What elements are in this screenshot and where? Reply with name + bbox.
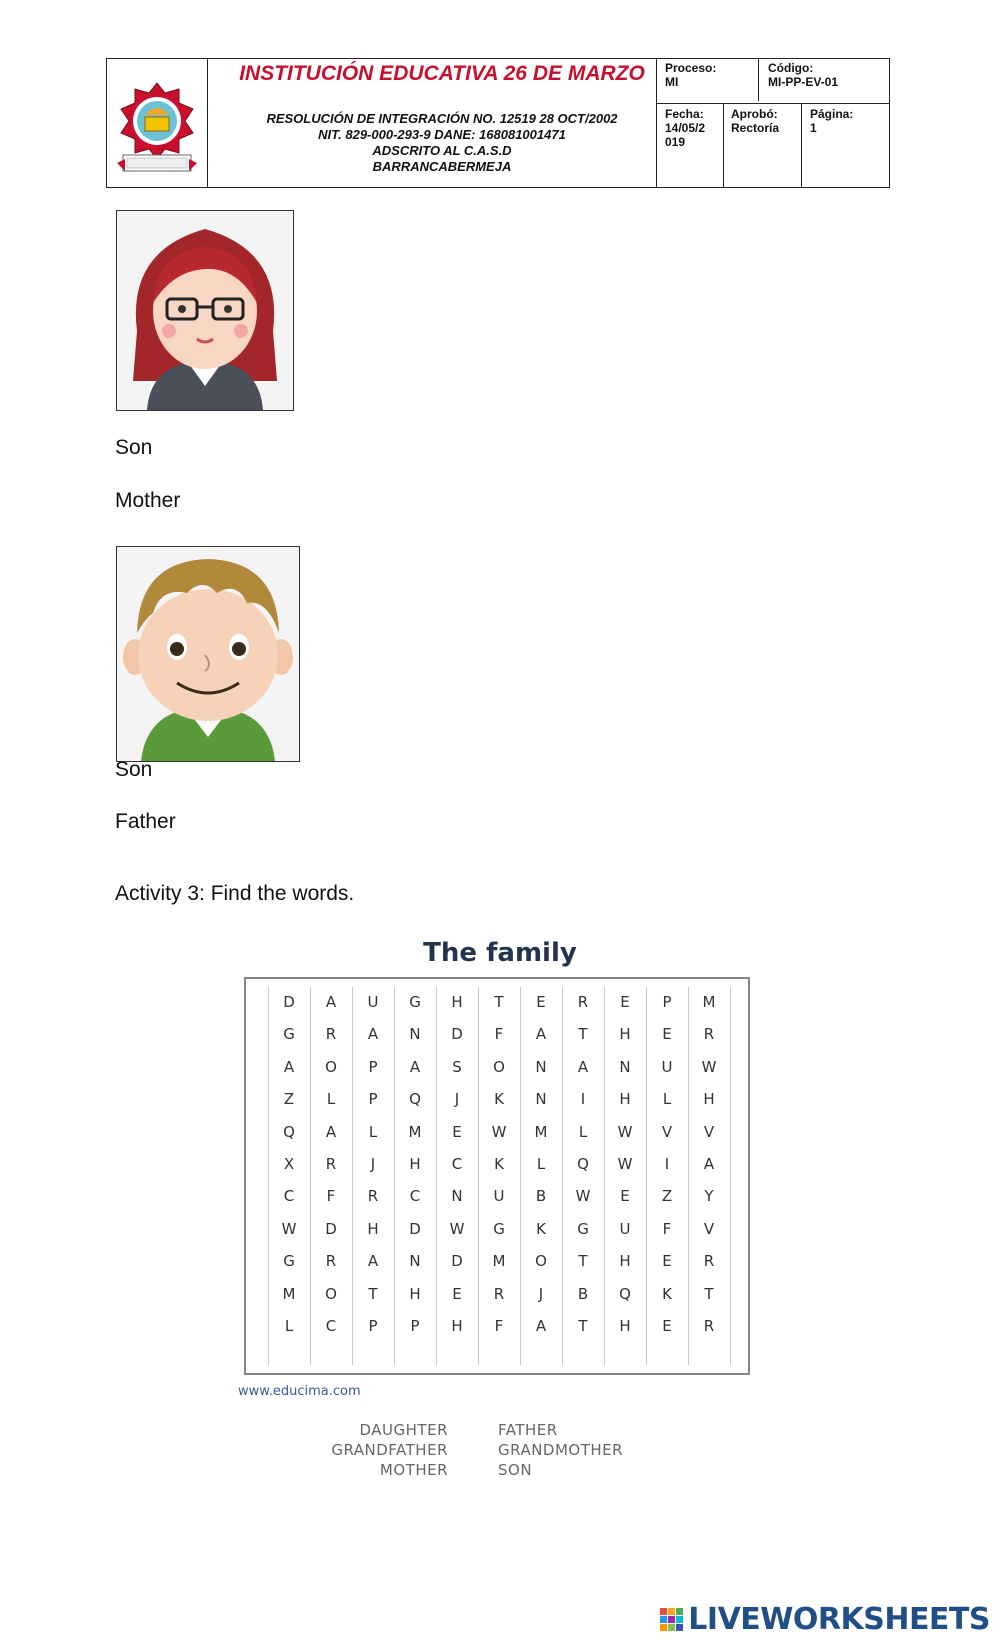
wordsearch-letter[interactable]: N [535,1090,547,1109]
wordsearch-letter[interactable]: D [325,1219,337,1238]
fecha-value-1: 14/05/2 [665,121,706,135]
wordsearch-letter[interactable]: A [325,1122,337,1141]
wordsearch-letter[interactable]: T [578,1025,588,1044]
wordsearch-letter[interactable]: O [325,1284,337,1303]
wordsearch-letter[interactable]: Y [704,1187,714,1206]
pagina-value: 1 [810,121,817,135]
wordsearch-letter[interactable]: W [281,1219,297,1238]
wordsearch-letter[interactable]: G [283,1025,295,1044]
wordsearch-letter[interactable]: W [491,1122,507,1141]
wordsearch-letter[interactable]: G [493,1219,505,1238]
wordsearch-letter[interactable]: K [494,1155,504,1173]
wordsearch-column-line [604,987,605,1365]
wordsearch-letter[interactable]: I [664,1155,670,1173]
wordsearch-title: The family [423,938,577,968]
wordsearch-letter[interactable]: T [578,1252,588,1271]
wordsearch-letter[interactable]: Q [283,1122,295,1141]
wordsearch-letter[interactable]: H [409,1155,421,1173]
wordsearch-letter[interactable]: S [452,1057,462,1076]
wordsearch-letter[interactable]: V [661,1122,673,1141]
wordsearch-letter[interactable]: F [494,1025,504,1044]
wordsearch-letter[interactable]: L [368,1122,378,1141]
wordsearch-letter[interactable]: G [283,1252,295,1271]
activity-heading: Activity 3: Find the words. [115,882,355,905]
wordsearch-letter[interactable]: H [703,1090,715,1109]
school-logo [115,79,199,179]
wordsearch-letter[interactable]: L [326,1090,336,1109]
wordsearch-column-line [436,987,437,1365]
wordsearch-letter[interactable]: Q [409,1090,421,1109]
wordsearch-letter[interactable]: R [493,1284,505,1303]
wordsearch-letter[interactable]: J [370,1155,376,1173]
wordsearch-letter[interactable]: P [662,993,672,1011]
wordsearch-letter[interactable]: U [661,1057,673,1076]
wordsearch-column-line [688,987,689,1365]
word-father: FATHER [498,1421,558,1439]
wordsearch-letter[interactable]: R [577,993,589,1011]
wordsearch-letter[interactable]: R [325,1025,337,1044]
wordsearch-letter[interactable]: V [703,1122,715,1141]
wordsearch-letter[interactable]: B [535,1187,547,1206]
wordsearch-letter[interactable]: R [703,1317,715,1335]
city-line: BARRANCABERMEJA [372,159,512,174]
wordsearch-letter[interactable]: R [367,1187,379,1206]
wordsearch-letter[interactable]: K [662,1284,672,1303]
wordsearch-letter[interactable]: H [367,1219,379,1238]
wordsearch-letter[interactable]: D [451,1252,463,1271]
word-mother: MOTHER [379,1461,448,1479]
wordsearch-letter[interactable]: P [368,1090,378,1109]
wordsearch-source-url: www.educima.com [238,1384,361,1399]
wordsearch-letter[interactable]: R [703,1025,715,1044]
wordsearch-column-line [562,987,563,1365]
option-son-1[interactable]: Son [115,436,153,459]
wordsearch-column-line [646,987,647,1365]
wordsearch-letter[interactable]: A [367,1025,379,1044]
option-son-2[interactable]: Son [115,758,153,781]
aprobo-label: Aprobó: [731,107,778,121]
wordsearch-letter[interactable]: H [451,993,463,1011]
wordsearch-grid [244,977,750,1375]
wordsearch-letter[interactable]: P [368,1317,378,1335]
wordsearch-letter[interactable]: D [409,1219,421,1238]
wordsearch-letter[interactable]: A [367,1252,379,1271]
wordsearch-letter[interactable]: H [619,1090,631,1109]
wordsearch-letter[interactable]: V [703,1219,715,1238]
wordsearch-letter[interactable]: E [620,1187,630,1206]
wordsearch-letter[interactable]: O [493,1057,505,1076]
wordsearch-letter[interactable]: N [409,1025,421,1044]
wordsearch-letter[interactable]: E [662,1025,672,1044]
liveworksheets-logo-icon [660,1608,684,1632]
wordsearch-column-line [310,987,311,1365]
wordsearch-column-line [268,987,269,1365]
wordsearch-letter[interactable]: N [451,1187,463,1206]
wordsearch-column-line [730,987,731,1365]
wordsearch-letter[interactable]: E [452,1284,462,1303]
wordsearch-letter[interactable]: W [575,1187,591,1206]
institution-title: INSTITUCIÓN EDUCATIVA 26 DE MARZO [239,62,645,85]
fecha-value-2: 019 [665,135,686,149]
wordsearch-letter[interactable]: D [451,1025,463,1044]
wordsearch-letter[interactable]: U [493,1187,505,1206]
wordsearch-letter[interactable]: H [619,1025,631,1044]
wordsearch-letter[interactable]: T [368,1284,378,1303]
wordsearch-letter[interactable]: F [662,1219,672,1238]
wordsearch-letter[interactable]: M [408,1122,422,1141]
wordsearch-letter[interactable]: G [409,993,421,1011]
option-father[interactable]: Father [115,810,176,833]
liveworksheets-brand-text: LIVEWORKSHEETS [688,1602,990,1637]
wordsearch-letter[interactable]: H [451,1317,463,1335]
word-grandmother: GRANDMOTHER [498,1441,624,1459]
wordsearch-letter[interactable]: E [662,1317,672,1335]
wordsearch-column-line [478,987,479,1365]
wordsearch-letter[interactable]: H [619,1252,631,1271]
wordsearch-letter[interactable]: Q [619,1284,631,1303]
wordsearch-letter[interactable]: T [704,1284,714,1303]
wordsearch-letter[interactable]: A [703,1155,715,1173]
wordsearch-letter[interactable]: A [535,1025,547,1044]
wordsearch-letter[interactable]: J [538,1284,544,1303]
wordsearch-letter[interactable]: C [409,1187,421,1206]
wordsearch-letter[interactable]: W [617,1122,633,1141]
wordsearch-letter[interactable]: I [580,1090,586,1109]
wordsearch-letter[interactable]: U [367,993,379,1011]
wordsearch-letter[interactable]: R [325,1155,337,1173]
codigo-label: Código: [768,61,814,75]
nit-line: NIT. 829-000-293-9 DANE: 168081001471 [318,127,566,142]
wordsearch-letter[interactable]: L [284,1317,294,1335]
wordsearch-letter[interactable]: M [534,1122,548,1141]
resolution-line: RESOLUCIÓN DE INTEGRACIÓN NO. 12519 28 OCT/2002 [266,111,618,126]
wordsearch-letter[interactable]: P [410,1317,420,1335]
wordsearch-letter[interactable]: E [620,993,630,1011]
wordsearch-letter[interactable]: R [703,1252,715,1271]
wordsearch-column-line [520,987,521,1365]
option-mother[interactable]: Mother [115,489,181,512]
word-daughter: DAUGHTER [359,1421,448,1439]
wordsearch-letter[interactable]: B [577,1284,589,1303]
wordsearch-letter[interactable]: A [577,1057,589,1076]
son-image [116,546,300,762]
codigo-value: MI-PP-EV-01 [768,75,839,89]
word-grandfather: GRANDFATHER [331,1441,448,1459]
word-son: SON [498,1461,533,1479]
wordsearch-letter[interactable]: O [535,1252,547,1271]
wordsearch-letter[interactable]: W [701,1057,717,1076]
wordsearch-column-line [352,987,353,1365]
wordsearch-letter[interactable]: E [536,993,546,1011]
wordsearch-letter[interactable]: M [702,993,716,1011]
wordsearch-letter[interactable]: K [536,1219,546,1238]
wordsearch-letter[interactable]: T [494,993,504,1011]
proceso-label: Proceso: [665,61,717,75]
wordsearch-letter[interactable]: H [409,1284,421,1303]
wordsearch-letter[interactable]: W [449,1219,465,1238]
wordsearch-letter[interactable]: F [494,1317,504,1335]
wordsearch-letter[interactable]: L [536,1155,546,1173]
wordsearch-letter[interactable]: E [662,1252,672,1271]
wordsearch-letter[interactable]: C [283,1187,295,1206]
wordsearch-letter[interactable]: C [325,1317,337,1335]
wordsearch-letter[interactable]: N [409,1252,421,1271]
wordsearch-letter[interactable]: R [325,1252,337,1271]
wordsearch-letter[interactable]: W [617,1155,633,1173]
wordsearch-letter[interactable]: U [619,1219,631,1238]
wordsearch-letter[interactable]: N [535,1057,547,1076]
aprobo-value: Rectoría [731,121,780,135]
wordsearch-letter[interactable]: T [578,1317,588,1335]
wordsearch-letter[interactable]: Q [577,1155,589,1173]
wordsearch-letter[interactable]: F [326,1187,336,1206]
wordsearch-column-line [394,987,395,1365]
wordsearch-letter[interactable]: L [662,1090,672,1109]
fecha-label: Fecha: [665,107,704,121]
liveworksheets-brand[interactable] [688,1602,990,1637]
wordsearch-letter[interactable]: J [454,1090,460,1109]
wordsearch-letter[interactable]: H [619,1317,631,1335]
proceso-value: MI [665,75,679,89]
wordsearch-letter[interactable]: P [368,1057,378,1076]
document-header [106,58,890,188]
wordsearch-letter[interactable]: X [283,1155,295,1173]
wordsearch-letter[interactable]: G [577,1219,589,1238]
wordsearch-letter[interactable]: O [325,1057,337,1076]
wordsearch-letter[interactable]: A [409,1057,421,1076]
wordsearch-letter[interactable]: N [619,1057,631,1076]
wordsearch-letter[interactable]: Z [283,1090,295,1109]
wordsearch-letter[interactable]: A [325,993,337,1011]
wordsearch-letter[interactable]: E [452,1122,462,1141]
wordsearch-letter[interactable]: D [283,993,295,1011]
mother-image [116,210,294,411]
wordsearch-letter[interactable]: A [535,1317,547,1335]
wordsearch-letter[interactable]: L [578,1122,588,1141]
pagina-label: Página: [810,107,854,121]
wordsearch-letter[interactable]: A [283,1057,295,1076]
wordsearch-letter[interactable]: M [282,1284,296,1303]
wordsearch-letter[interactable]: Z [661,1187,673,1206]
adscrito-line: ADSCRITO AL C.A.S.D [372,143,512,158]
wordsearch-letter[interactable]: M [492,1252,506,1271]
wordsearch-letter[interactable]: C [451,1155,463,1173]
wordsearch-letter[interactable]: K [494,1090,504,1109]
